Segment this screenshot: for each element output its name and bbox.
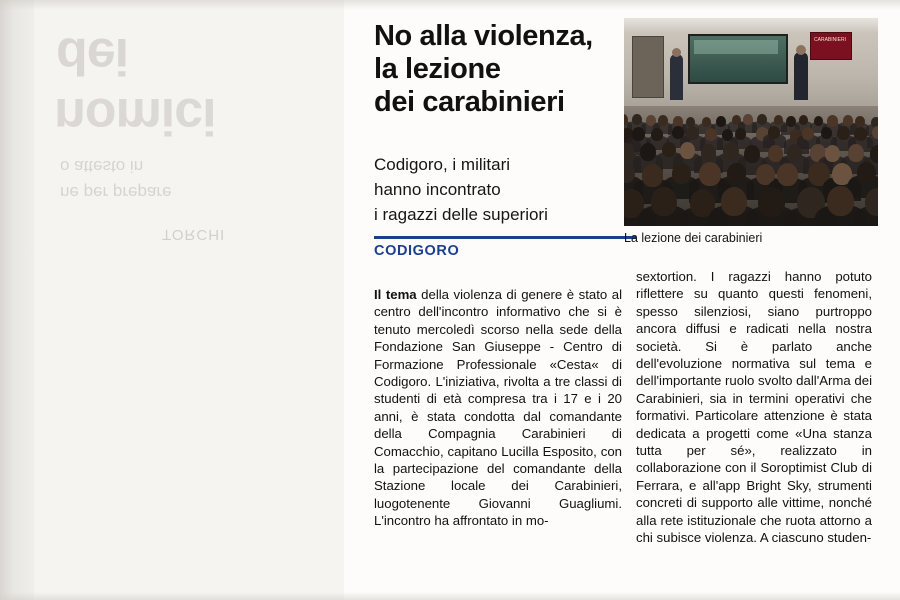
showthrough-line-4: ne per prepare: [60, 183, 172, 202]
photo-audience-head: [787, 144, 802, 161]
scan-bottom-fade: [0, 592, 900, 600]
photo-audience-head: [821, 127, 832, 139]
photo-audience-head: [705, 128, 717, 141]
photo-audience-head: [870, 145, 878, 163]
photo-banner-text: CARABINIERI: [814, 37, 846, 43]
page-title: [374, 20, 636, 119]
standfirst-line-2: hanno incontrato: [374, 180, 501, 199]
photo-audience-head: [848, 144, 864, 162]
photo-screen-glow: [694, 40, 778, 54]
photo-audience-head: [672, 163, 691, 184]
photo-audience-head: [768, 126, 780, 139]
photo-audience-head: [642, 164, 663, 187]
showthrough-line-5: TORCHI: [162, 226, 226, 243]
photo-audience-head: [735, 128, 746, 140]
photo-audience-head: [802, 127, 814, 140]
photo-audience-head: [744, 145, 760, 163]
photo-audience-head: [854, 127, 867, 141]
body-column-2: [636, 268, 872, 547]
photo-audience-head: [777, 163, 798, 186]
standfirst: [374, 152, 636, 227]
photo-audience-head: [701, 144, 716, 161]
photo-audience-head: [758, 187, 785, 217]
photo-audience-head: [774, 115, 783, 125]
photo-caption: La lezione dei carabinieri: [624, 231, 763, 245]
body-paragraph-1: [374, 286, 622, 530]
photo-audience-head: [640, 143, 656, 161]
showthrough-line-1: dei: [56, 27, 129, 85]
photo-audience-head: [680, 142, 695, 159]
photo-audience-head: [651, 187, 677, 216]
photo-speaker-left: [670, 54, 683, 100]
standfirst-line-3: i ragazzi delle superiori: [374, 205, 548, 224]
photo-speaker-left-head: [672, 48, 681, 57]
photo-audience-head: [825, 145, 840, 162]
photo-audience-head: [632, 127, 645, 141]
kicker-rule: [374, 236, 636, 239]
photo-audience-head: [702, 117, 711, 127]
body-column-1-text: della violenza di genere è stato al centro dell'incontro informativo che si è tenuto mercoledì scorso nella sede della Fondazione San Giuseppe - Centro di Formazione Professionale «Cesta« di Codigoro. L'iniziativa, rivolta a tre classi di studenti di età compresa tra i 17 e i 20 anni, è stata condotta dal comandante della Compagnia Carabinieri di Comacchio, capitano Lucilla Esposito, con la partecipazione del comandante della Stazione locale dei Carabinieri, luogotenente Giovanni Guagliumi. L'incontro ha affrontato in mo-: [374, 287, 622, 529]
kicker-location: CODIGORO: [374, 243, 460, 259]
body-paragraph-2: [636, 268, 872, 547]
photo-audience-head: [799, 115, 808, 125]
showthrough-line-3: o attesto in: [60, 157, 144, 176]
showthrough-line-2: nomici: [54, 87, 216, 145]
photo-door: [632, 36, 664, 98]
photo-audience-head: [727, 163, 746, 184]
photo-audience-head: [662, 142, 676, 157]
photo-speaker-right: [794, 52, 808, 100]
photo-audience-head: [857, 162, 876, 183]
lead-phrase: Il tema: [374, 287, 417, 302]
scan-left-edge: [0, 0, 34, 600]
photo-audience-head: [827, 115, 838, 127]
headline-line-3: dei carabinieri: [374, 86, 565, 118]
photo-audience-head: [686, 126, 699, 140]
photo-audience-head: [721, 187, 747, 216]
lecture-hall-photo: [624, 18, 878, 226]
photo-speaker-right-head: [796, 45, 806, 55]
photo-audience-head: [865, 188, 878, 216]
photo-audience-head: [723, 142, 739, 160]
photo-audience-head: [716, 116, 726, 127]
photo-audience-head: [872, 126, 878, 139]
headline-line-2: la lezione: [374, 53, 501, 85]
photo-audience-head: [827, 186, 854, 216]
photo-audience-head: [855, 116, 865, 127]
body-column-1: [374, 286, 622, 530]
body-column-2-text: sextortion. I ragazzi hanno potuto riflettere su quanto questi fenomeni, spesso silenziosi, siano purtroppo ancora diffusi e radicati nella nostra società. Si è parlato anche dell'evoluzione normativa sul tema e dell'importante ruolo svolto dall'Arma dei Carabinieri, sia in termini operativi che formativi. Particolare attenzione è stata dedicata a progetti come «Una stanza tutta per sé», realizzato in collaborazione con il Soroptimist Club di Ferrara, e all'app Bright Sky, strumenti concreti di supporto alle vittime, nonché alla rete istituzionale che ruota attorno a chi subisce violenza. A ciascuno studen-: [636, 269, 872, 546]
photo-audience-head: [757, 114, 767, 125]
photo-audience-head: [658, 115, 668, 126]
reverse-page-showthrough: [34, 0, 344, 600]
headline-line-1: No alla violenza,: [374, 20, 593, 52]
scan-top-fade: [0, 0, 900, 10]
photo-audience-head: [651, 128, 663, 141]
photo-audience-head: [814, 116, 823, 126]
photo-audience-head: [837, 126, 850, 140]
standfirst-line-1: Codigoro, i militari: [374, 155, 511, 174]
photo-audience-head: [632, 114, 642, 125]
